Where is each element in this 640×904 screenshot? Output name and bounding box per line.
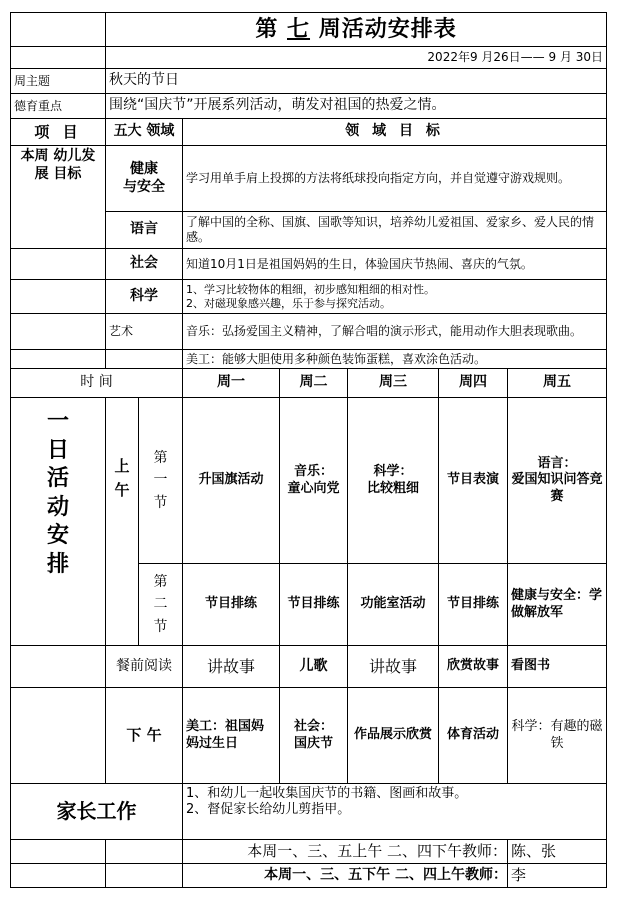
goal-art-music: 音乐：弘扬爱国主义精神，了解合唱的演示形式，能用动作大胆表现歌曲。 (183, 314, 607, 350)
session1-label-cell (139, 398, 183, 564)
reading-mon: 讲故事 (183, 646, 280, 688)
title-blank-cell (11, 13, 106, 47)
dev-blank-cell (11, 314, 106, 350)
session1-fri: 语言： 爱国知识问答竞赛 (508, 398, 607, 564)
daily-activity-label: 一日活动安排 (46, 409, 69, 577)
goal-language: 了解中国的全称、国旗、国歌等知识，培养幼儿爱祖国、爱家乡、爱人民的情感。 (183, 212, 607, 249)
weekday-thu: 周四 (439, 369, 508, 398)
session2-wed: 功能室活动 (348, 564, 439, 646)
domain-art-continued (106, 350, 183, 369)
title-suffix: 周活动安排表 (318, 16, 457, 42)
teacher-blank-cell (11, 840, 106, 864)
session2-fri: 健康与安全：学做解放军 (508, 564, 607, 646)
goal-health: 学习用单手肩上投掷的方法将纸球投向指定方向，并自觉遵守游戏规则。 (183, 146, 607, 212)
reading-label: 餐前阅读 (106, 646, 183, 688)
theme-value: 秋天的节日 (106, 69, 607, 94)
domain-header: 五大 领域 (106, 119, 183, 146)
afternoon-wed: 作品展示欣赏 (348, 688, 439, 784)
weekday-tue: 周二 (280, 369, 348, 398)
weekday-mon: 周一 (183, 369, 280, 398)
afternoon-fri: 科学：有趣的磁铁 (508, 688, 607, 784)
moral-label: 德育重点 (11, 94, 106, 119)
domain-language: 语言 (106, 212, 183, 249)
parent-work-text: 1、和幼儿一起收集国庆节的书籍、图画和故事。 2、督促家长给幼儿剪指甲。 (183, 784, 607, 840)
domain-science: 科学 (106, 280, 183, 314)
teacher-blank-cell (11, 864, 106, 888)
afternoon-tue: 社会： 国庆节 (280, 688, 348, 784)
title-prefix: 第 (255, 16, 279, 42)
afternoon-mon: 美工：祖国妈妈过生日 (183, 688, 280, 784)
moral-value: 围绕“国庆节”开展系列活动，萌发对祖国的热爱之情。 (106, 94, 607, 119)
dev-blank-cell (11, 350, 106, 369)
page-title (106, 13, 607, 47)
reading-thu: 欣赏故事 (439, 646, 508, 688)
weekly-schedule-table (10, 12, 607, 888)
date-blank-cell (11, 47, 106, 69)
afternoon-thu: 体育活动 (439, 688, 508, 784)
session1-wed: 科学： 比较粗细 (348, 398, 439, 564)
session1-label: 第一节 (153, 449, 168, 511)
title-week-number: 七 (287, 16, 311, 42)
teacher-names-2: 李 (508, 864, 607, 888)
session1-mon: 升国旗活动 (183, 398, 280, 564)
afternoon-blank-cell (11, 688, 106, 784)
dev-goal-label: 本周 幼儿发展 目标 (11, 146, 106, 249)
session2-mon: 节目排练 (183, 564, 280, 646)
domain-art: 艺术 (106, 314, 183, 350)
weekday-wed: 周三 (348, 369, 439, 398)
reading-fri: 看图书 (508, 646, 607, 688)
session2-thu: 节目排练 (439, 564, 508, 646)
dev-blank-cell (11, 249, 106, 280)
goal-art-craft: 美工：能够大胆使用多种颜色装饰蛋糕，喜欢涂色活动。 (183, 350, 607, 369)
goal-social: 知道10月1日是祖国妈妈的生日，体验国庆节热闹、喜庆的气氛。 (183, 249, 607, 280)
goal-header: 领 域 目 标 (183, 119, 607, 146)
time-header: 时 间 (11, 369, 183, 398)
reading-wed: 讲故事 (348, 646, 439, 688)
dev-blank-cell (11, 280, 106, 314)
project-header: 项 目 (11, 119, 106, 146)
goal-science: 1、学习比较物体的粗细，初步感知粗细的相对性。 2、对磁现象感兴趣，乐于参与探究活动。 (183, 280, 607, 314)
parent-work-label: 家长工作 (11, 784, 183, 840)
daily-label-cell (11, 398, 106, 646)
session2-label-cell (139, 564, 183, 646)
morning-label-cell (106, 398, 139, 646)
reading-blank-cell (11, 646, 106, 688)
reading-tue: 儿歌 (280, 646, 348, 688)
domain-health: 健康 与安全 (106, 146, 183, 212)
teacher-names-1: 陈、张 (508, 840, 607, 864)
theme-label: 周主题 (11, 69, 106, 94)
session2-tue: 节目排练 (280, 564, 348, 646)
weekday-fri: 周五 (508, 369, 607, 398)
teacher-blank-cell (106, 864, 183, 888)
session2-label: 第二节 (153, 573, 168, 635)
teacher-blank-cell (106, 840, 183, 864)
teacher-schedule-1: 本周一、三、五上午 二、四下午教师： (183, 840, 508, 864)
session1-tue: 音乐： 童心向党 (280, 398, 348, 564)
teacher-schedule-2: 本周一、三、五下午 二、四上午教师： (183, 864, 508, 888)
afternoon-label: 下 午 (106, 688, 183, 784)
date-range: 2022年9 月26日—— 9 月 30日 (106, 47, 607, 69)
session1-thu: 节目表演 (439, 398, 508, 564)
morning-label: 上午 (114, 457, 130, 499)
domain-social: 社会 (106, 249, 183, 280)
